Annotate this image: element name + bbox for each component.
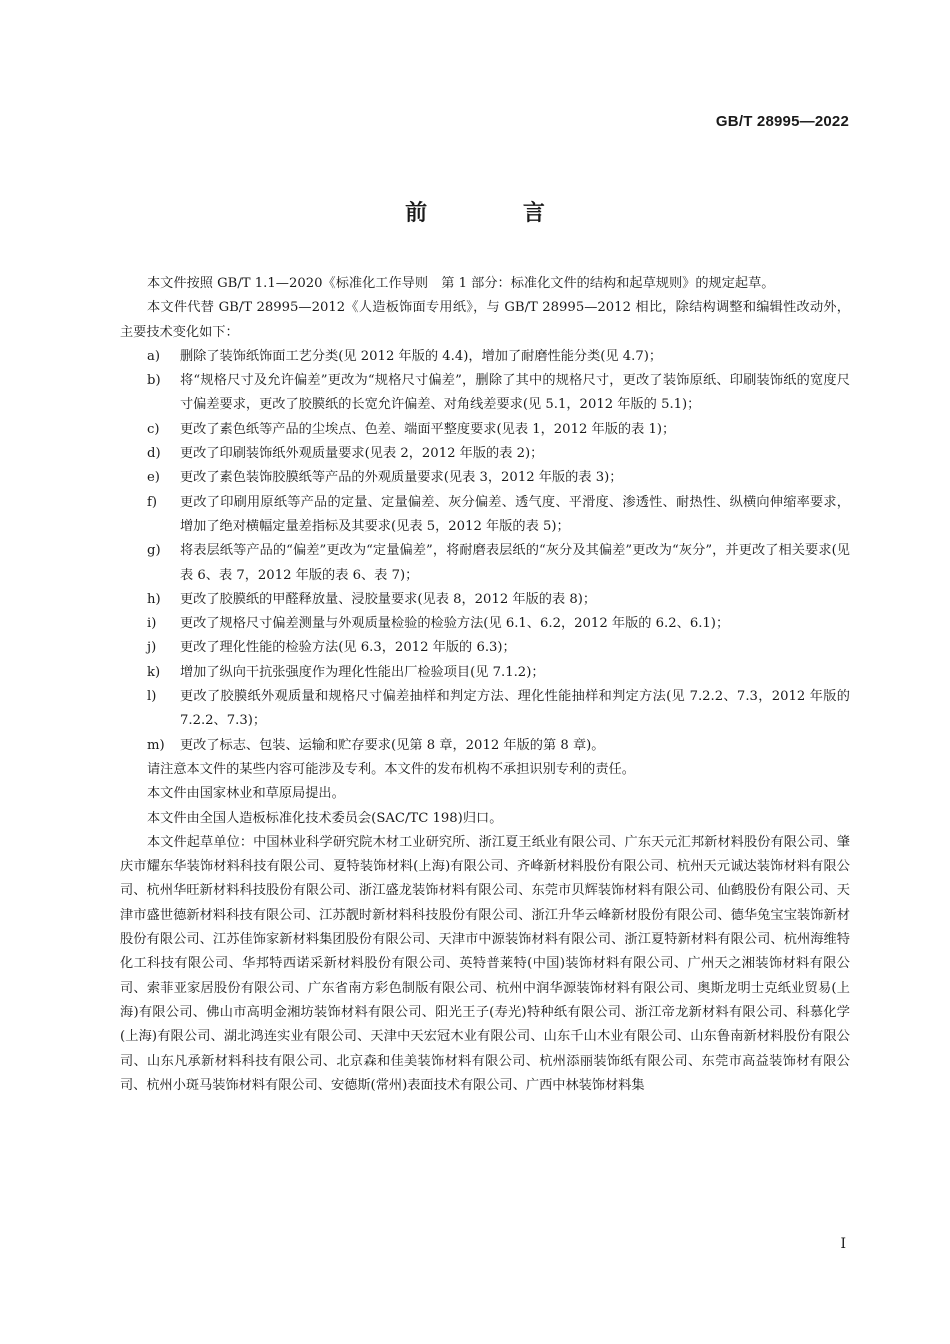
- page-number: I: [840, 1236, 846, 1252]
- committee-statement: 本文件由全国人造板标准化技术委员会(SAC/TC 198)归口。: [147, 810, 503, 826]
- change-item: [120, 345, 850, 369]
- change-item-text: 更改了印刷装饰纸外观质量要求(见表 2，2012 年版的表 2)；: [180, 446, 544, 462]
- change-item-text: 将表层纸等产品的“偏差”更改为“定量偏差”，将耐磨表层纸的“灰分及其偏差”更改为“灰分”，并更改了相关要求(见表 6、表 7，2012 年版的表 6、表 7)；: [180, 543, 850, 583]
- change-item-label: a): [147, 348, 161, 364]
- change-item-label: m): [147, 737, 165, 753]
- change-item-label: i): [147, 616, 157, 632]
- change-item: [120, 442, 850, 466]
- change-item-label: g): [147, 543, 161, 559]
- change-item-label: b): [147, 373, 161, 389]
- change-item-label: j): [147, 640, 157, 656]
- change-item: [120, 588, 850, 612]
- change-item: [120, 661, 850, 685]
- intro-paragraph: 本文件按照 GB/T 1.1—2020《标准化工作导则 第 1 部分：标准化文件的结构和起草规则》的规定起草。: [147, 276, 775, 291]
- change-item-text: 更改了胶膜纸的甲醛释放量、浸胶量要求(见表 8，2012 年版的表 8)；: [180, 591, 597, 607]
- change-item-text: 更改了理化性能的检验方法(见 6.3，2012 年版的 6.3)；: [180, 640, 516, 656]
- change-item: [120, 418, 850, 442]
- page-title: 前 言: [405, 200, 589, 226]
- change-item-text: 更改了标志、包装、运输和贮存要求(见第 8 章，2012 年版的第 8 章)。: [180, 737, 605, 753]
- change-item-label: d): [147, 446, 161, 462]
- change-item-label: k): [147, 664, 161, 680]
- change-item-text: 更改了素色装饰胶膜纸等产品的外观质量要求(见表 3，2012 年版的表 3)；: [180, 470, 623, 486]
- change-item-text: 删除了装饰纸饰面工艺分类(见 2012 年版的 4.4)，增加了耐磨性能分类(见 4.7)；: [180, 348, 663, 364]
- change-item: [120, 369, 850, 418]
- proposer-statement: 本文件由国家林业和草原局提出。: [147, 786, 345, 802]
- change-item: [120, 539, 850, 588]
- intro-paragraph: 本文件代替 GB/T 28995—2012《人造板饰面专用纸》，与 GB/T 28995—2012 相比，除结构调整和编辑性改动外，主要技术变化如下：: [120, 300, 850, 340]
- change-item: [120, 636, 850, 660]
- change-item-text: 将“规格尺寸及允许偏差”更改为“规格尺寸偏差”，删除了其中的规格尺寸，更改了装饰原纸、印刷装饰纸的宽度尺寸偏差要求，更改了胶膜纸的长宽允许偏差、对角线差要求(见 5.1，2012 年版的 5.1)；: [180, 373, 850, 413]
- change-item-label: c): [147, 421, 160, 437]
- foreword-body: [120, 272, 850, 1098]
- drafting-units: 本文件起草单位：中国林业科学研究院木材工业研究所、浙江夏王纸业有限公司、广东天元汇邦新材料股份有限公司、肇庆市耀东华装饰材料科技有限公司、夏特装饰材料(上海)有限公司、齐峰新材料股份有限公司、杭州天元诚达装饰材料有限公司、杭州华旺新材料科技股份有限公司、浙江盛龙装饰材料有限公司、东莞市贝辉装饰材料有限公司、仙鹤股份有限公司、天津市盛世德新材料科技有限公司、江苏靓时新材料科技股份有限公司、浙江升华云峰新材股份有限公司、德华兔宝宝装饰新材股份有限公司、江苏佳饰家新材料集团股份有限公司、天津市中源装饰材料有限公司、浙江夏特新材料有限公司、杭州海维特化工科技有限公司、华邦特西诺采新材料股份有限公司、英特普莱特(中国)装饰材料有限公司、广州天之湘装饰材料有限公司、索菲亚家居股份有限公司、广东省南方彩色制版有限公司、杭州中润华源装饰材料有限公司、奥斯龙明士克纸业贸易(上海)有限公司、佛山市高明金湘坊装饰材料有限公司、阳光王子(寿光)特种纸有限公司、浙江帝龙新材料有限公司、科慕化学(上海)有限公司、湖北鸿连实业有限公司、天津中天宏冠木业有限公司、山东千山木业有限公司、山东鲁南新材料股份有限公司、山东凡承新材料科技有限公司、北京森和佳美装饰材料有限公司、杭州添丽装饰纸有限公司、东莞市高益装饰材有限公司、杭州小斑马装饰材料有限公司、安德斯(常州)表面技术有限公司、广西中林装饰材料集: [120, 834, 850, 1093]
- change-item: [120, 491, 850, 540]
- change-item: [120, 612, 850, 636]
- change-item-text: 更改了规格尺寸偏差测量与外观质量检验的检验方法(见 6.1、6.2，2012 年版的 6.2、6.1)；: [180, 616, 730, 632]
- patent-notice: 请注意本文件的某些内容可能涉及专利。本文件的发布机构不承担识别专利的责任。: [147, 761, 635, 777]
- standard-code: GB/T 28995—2022: [715, 113, 849, 130]
- change-item: [120, 685, 850, 734]
- change-item-label: e): [147, 470, 160, 486]
- change-item-text: 更改了印刷用原纸等产品的定量、定量偏差、灰分偏差、透气度、平滑度、渗透性、耐热性、纵横向伸缩率要求，增加了绝对横幅定量差指标及其要求(见表 5，2012 年版的表 5)；: [180, 494, 850, 534]
- change-item: [120, 734, 850, 758]
- change-item-text: 增加了纵向干抗张强度作为理化性能出厂检验项目(见 7.1.2)；: [180, 664, 545, 680]
- change-item-text: 更改了胶膜纸外观质量和规格尺寸偏差抽样和判定方法、理化性能抽样和判定方法(见 7.2.2、7.3，2012 年版的 7.2.2、7.3)；: [180, 689, 850, 729]
- change-item-label: f): [147, 494, 158, 510]
- change-item: [120, 466, 850, 490]
- change-item-label: l): [147, 689, 157, 705]
- change-item-text: 更改了素色纸等产品的尘埃点、色差、端面平整度要求(见表 1，2012 年版的表 1)；: [180, 421, 676, 437]
- change-item-label: h): [147, 591, 161, 607]
